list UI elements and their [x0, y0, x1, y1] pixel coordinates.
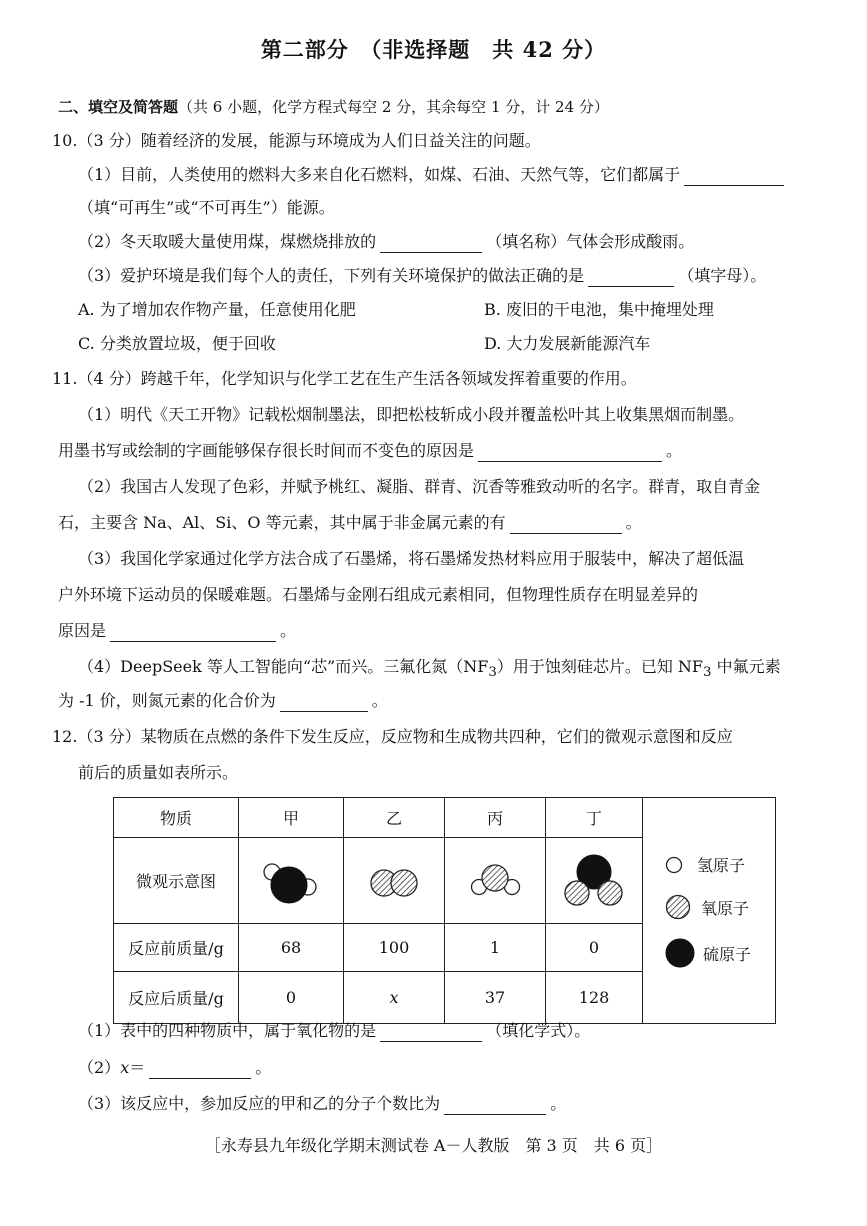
- q12-answer-blank-1[interactable]: [380, 1023, 482, 1042]
- q11-part2-text: 石，主要含 Na、Al、Si、O 等元素，其中属于非金属元素的有: [58, 513, 506, 532]
- table-cell: 100: [344, 924, 445, 972]
- q12-part2: [78, 1057, 271, 1079]
- q12-stem-line1: 12.（3 分）某物质在点燃的条件下发生反应，反应物和生成物共四种，它们的微观示意图和反应: [52, 727, 733, 746]
- q11-answer-blank-1[interactable]: [478, 443, 662, 462]
- q11-part3-line3: [58, 620, 296, 642]
- q10-part3: [78, 265, 766, 287]
- q10-answer-blank-3[interactable]: [588, 268, 674, 287]
- q11-answer-blank-4[interactable]: [280, 693, 368, 712]
- q11-part3-line1: （3）我国化学家通过化学方法合成了石墨烯，将石墨烯发热材料应用于服装中，解决了超低温: [78, 549, 745, 568]
- page-title: 第二部分 （非选择题 共 42 分）: [260, 37, 607, 62]
- table-row: [114, 798, 776, 838]
- molecule-yi: [344, 838, 445, 924]
- q10-answer-blank-2[interactable]: [380, 234, 482, 253]
- hydrogen-atom-icon: [665, 856, 683, 874]
- table-header-cell: 甲: [239, 798, 344, 838]
- q12-part1: [78, 1020, 590, 1042]
- q11-part4-text-c: 中氟元素: [711, 657, 781, 676]
- table-cell: 1: [445, 924, 546, 972]
- legend-item: [665, 894, 749, 920]
- legend-label: 硫原子: [703, 944, 752, 964]
- table-header-cell: 乙: [344, 798, 445, 838]
- table-row-label: 微观示意图: [114, 838, 239, 924]
- q10-stem: 10.（3 分）随着经济的发展，能源与环境成为人们日益关注的问题。: [52, 131, 541, 150]
- table-cell: x: [344, 972, 445, 1024]
- q11-part4-line1: [78, 656, 781, 684]
- q11-answer-blank-2[interactable]: [510, 515, 622, 534]
- molecule-bing: [445, 838, 546, 924]
- table-cell: 0: [546, 924, 643, 972]
- o2-molecule-icon: [354, 851, 434, 911]
- q10-part1-line2: （填“可再生”或“不可再生”）能源。: [78, 198, 335, 217]
- molecule-jia: [239, 838, 344, 924]
- h2s-molecule-icon: [251, 851, 331, 911]
- q10-part3-tail: （填字母）。: [678, 266, 767, 285]
- q10-part2: [78, 231, 694, 253]
- subscript: 3: [488, 665, 497, 681]
- molecule-ding: [546, 838, 643, 924]
- table-row-label: 反应前质量/g: [114, 924, 239, 972]
- q12-part1-text: （1）表中的四种物质中，属于氧化物的是: [78, 1021, 377, 1040]
- q10-answer-blank-1[interactable]: [684, 167, 784, 186]
- q10-option-c: C. 分类放置垃圾，便于回收: [78, 334, 276, 353]
- legend-item: [665, 853, 745, 876]
- legend-label: 氢原子: [697, 856, 746, 875]
- page-footer: ［永寿县九年级化学期末测试卷 A－人教版 第 3 页 共 6 页］: [204, 1136, 663, 1155]
- q11-part4-text: （4）DeepSeek 等人工智能向“芯”而兴。三氟化氮（NF: [78, 657, 489, 676]
- table-cell: 128: [546, 972, 643, 1024]
- q11-part1-line2: [58, 440, 682, 462]
- q11-stem: 11.（4 分）跨越千年，化学知识与化学工艺在生产生活各领域发挥着重要的作用。: [52, 369, 637, 388]
- q12-answer-blank-3[interactable]: [444, 1096, 546, 1115]
- q11-part2-end: 。: [625, 513, 642, 532]
- q10-option-d: D. 大力发展新能源汽车: [484, 334, 651, 353]
- q12-part2-text: （2）: [78, 1058, 121, 1077]
- q12-part2-end: 。: [255, 1058, 272, 1077]
- table-header-cell: 物质: [114, 798, 239, 838]
- q10-option-b: B. 废旧的干电池，集中掩埋处理: [484, 300, 714, 319]
- h2o-molecule-icon: [455, 851, 535, 911]
- equals-sign: ＝: [129, 1058, 146, 1077]
- q11-part3-line2: 户外环境下运动员的保暖难题。石墨烯与金刚石组成元素相同，但物理性质存在明显差异的: [58, 585, 699, 604]
- q12-part3: [78, 1093, 566, 1115]
- q10-part1-line1: [78, 164, 788, 186]
- table-header-cell: 丙: [445, 798, 546, 838]
- q10-part2-text: （2）冬天取暖大量使用煤，煤燃烧排放的: [78, 232, 377, 251]
- subscript: 3: [703, 665, 712, 681]
- q12-answer-blank-2[interactable]: [149, 1060, 251, 1079]
- section-note: （共 6 小题，化学方程式每空 2 分，其余每空 1 分，计 24 分）: [178, 98, 609, 116]
- legend-label: 氧原子: [701, 898, 750, 918]
- table-cell: 37: [445, 972, 546, 1024]
- q10-part2-tail: （填名称）气体会形成酸雨。: [486, 232, 695, 251]
- reaction-table: [113, 797, 776, 1024]
- q10-option-a: A. 为了增加农作物产量，任意使用化肥: [78, 300, 356, 319]
- q12-part3-text: （3）该反应中，参加反应的甲和乙的分子个数比为: [78, 1094, 441, 1113]
- q11-part4-end: 。: [371, 691, 388, 710]
- q11-part2-line2: [58, 512, 642, 534]
- so2-molecule-icon: [554, 849, 634, 913]
- table-header-cell: 丁: [546, 798, 643, 838]
- variable-x: x: [120, 1058, 130, 1077]
- q11-part1-text: 用墨书写或绘制的字画能够保存很长时间而不变色的原因是: [58, 441, 475, 460]
- q11-part1-line1: （1）明代《天工开物》记载松烟制墨法，即把松枝斩成小段并覆盖松叶其上收集黑烟而制墨。: [78, 405, 745, 424]
- q12-stem-line2: 前后的质量如表所示。: [78, 763, 239, 782]
- q11-part2-line1: （2）我国古人发现了色彩，并赋予桃红、凝脂、群青、沉香等雅致动听的名字。群青，取自青金: [78, 477, 761, 496]
- q10-part1-text: （1）目前，人类使用的燃料大多来自化石燃料，如煤、石油、天然气等，它们都属于: [78, 165, 681, 184]
- q11-part4-text-b: ）用于蚀刻硅芯片。已知 NF: [496, 657, 704, 676]
- q11-part3-text: 原因是: [58, 621, 107, 640]
- q11-part1-end: 。: [666, 441, 683, 460]
- table-row-label: 反应后质量/g: [114, 972, 239, 1024]
- sulfur-atom-icon: [665, 938, 695, 968]
- legend-item: [665, 938, 751, 968]
- table-cell: 0: [239, 972, 344, 1024]
- atom-legend: [643, 798, 776, 1024]
- q12-part3-end: 。: [550, 1094, 567, 1113]
- q10-part3-text: （3）爱护环境是我们每个人的责任，下列有关环境保护的做法正确的是: [78, 266, 585, 285]
- q11-part4-text-d: 为 -1 价，则氮元素的化合价为: [58, 691, 276, 710]
- q12-part1-tail: （填化学式）。: [486, 1021, 591, 1040]
- section-heading: [58, 96, 609, 118]
- q11-part4-line2: [58, 690, 388, 712]
- q11-answer-blank-3[interactable]: [110, 623, 276, 642]
- oxygen-atom-icon: [665, 894, 691, 920]
- table-cell: 68: [239, 924, 344, 972]
- q11-part3-end: 。: [280, 621, 297, 640]
- section-label: 二、填空及简答题: [58, 98, 179, 116]
